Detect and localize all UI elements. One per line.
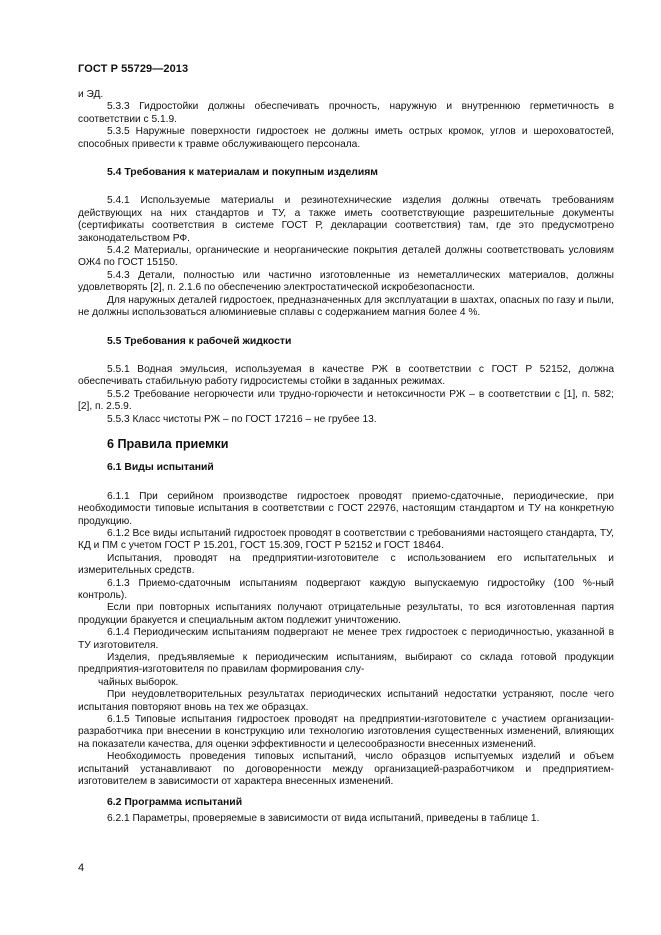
paragraph: 5.5.3 Класс чистоты РЖ – по ГОСТ 17216 – не грубее 13. [107,413,377,425]
paragraph: При неудовлетворительных результатах периодических испытаний недостатки устраняют, после чего испытания повторяют вновь на тех же образцах. [78,689,614,713]
paragraph: 6.1.4 Периодическим испытаниям подвергают не менее трех гидростоек с периодичностью, указанной в ТУ изготовителя. [78,627,614,651]
paragraph: 5.5.1 Водная эмульсия, используемая в качестве РЖ в соответствии с ГОСТ Р 52152, должна обеспечивать стабильную работу гидросистемы стойки в заданных режимах. [78,363,614,388]
paragraph: и ЭД. [78,89,104,100]
paragraph: 5.3.3 Гидростойки должны обеспечивать прочность, наружную и внутреннюю герметичность в соответствии с 5.1.9. [78,101,614,125]
paragraph: 6.1.1 При серийном производстве гидростоек проводят приемо-сдаточные, периодические, при необходимости типовые испытания в соответствии с ГОСТ 22976, настоящим стандартом и ТУ на конкретную продукцию. [78,490,614,527]
section-heading-6-1: 6.1 Виды испытаний [107,462,214,474]
chapter-heading-6: 6 Правила приемки [107,436,229,451]
paragraph: 5.4.1 Используемые материалы и резинотехнические изделия должны отвечать требованиям действующих на них стандартов и ТУ, а также иметь соответствующие разрешительные документы (сертификаты соответствия в системе ГОСТ Р, декларации соответствия) там, где это предусмотрено законодательством РФ. [78,195,614,244]
paragraph: 6.2.1 Параметры, проверяемые в зависимости от вида испытаний, приведены в таблице 1. [107,812,540,824]
section-heading-5-4: 5.4 Требования к материалам и покупным изделиям [107,167,378,179]
paragraph: чайных выборок. [98,676,179,688]
page-number: 4 [78,862,85,874]
section-heading-6-2: 6.2 Программа испытаний [107,796,243,808]
paragraph: 5.4.2 Материалы, органические и неорганические покрытия деталей должны соответствовать условиям ОЖ4 по ГОСТ 15150. [78,245,614,269]
paragraph: 5.4.3 Детали, полностью или частично изготовленные из неметаллических материалов, должны удовлетворять [2], п. 2.1.6 по обеспечению электростатической искробезопасности. [78,269,614,294]
paragraph: 5.5.2 Требование негорючести или трудно-горючести и нетоксичности РЖ – в соответствии с [1], п. 582; [2], п. 2.5.9. [78,388,614,413]
paragraph: Для наружных деталей гидростоек, предназначенных для эксплуатации в шахтах, опасных по газу и пыли, не должны использоваться алюминиевые сплавы с содержанием магния более 4 %. [78,294,614,319]
document-body [78,89,614,825]
paragraph: 5.3.5 Наружные поверхности гидростоек не должны иметь острых кромок, углов и шероховатостей, способных привести к травме обслуживающего персонала. [78,126,614,150]
paragraph: 6.1.2 Все виды испытаний гидростоек проводят в соответствии с требованиями настоящего стандарта, ТУ, КД и ПМ с учетом ГОСТ Р 15.201, ГОСТ 15.309, ГОСТ Р 52152 и ГОСТ 18464. [78,527,614,552]
paragraph: 6.1.5 Типовые испытания гидростоек проводят на предприятии-изготовителе с участием организации-разработчика при внесении в конструкцию или технологию изготовления существенных изменений, влияющих на показатели качества, для оценки эффективности и целесообразности внесенных изменений. [78,714,614,750]
paragraph: Если при повторных испытаниях получают отрицательные результаты, то вся изготовленная партия продукции бракуется и специальным актом подлежит уничтожению. [78,602,614,626]
section-heading-5-5: 5.5 Требования к рабочей жидкости [107,335,292,347]
document-code-header: ГОСТ Р 55729—2013 [78,63,189,75]
paragraph: Испытания, проводят на предприятии-изготовителе с использованием его испытательных и измерительных средств. [78,552,614,577]
paragraph: Необходимость проведения типовых испытаний, число образцов испытуемых изделий и объем испытаний устанавливают по договоренности между организацией-разработчиком и предприятием-изготовителем в зависимости от характера внесенных изменений. [78,751,614,788]
paragraph: Изделия, предъявляемые к периодическим испытаниям, выбирают со склада готовой продукции предприятия-изготовителя по правилам формирования слу- [78,652,614,676]
paragraph: 6.1.3 Приемо-сдаточным испытаниям подвергают каждую выпускаемую гидростойку (100 %-ный контроль). [78,577,614,601]
